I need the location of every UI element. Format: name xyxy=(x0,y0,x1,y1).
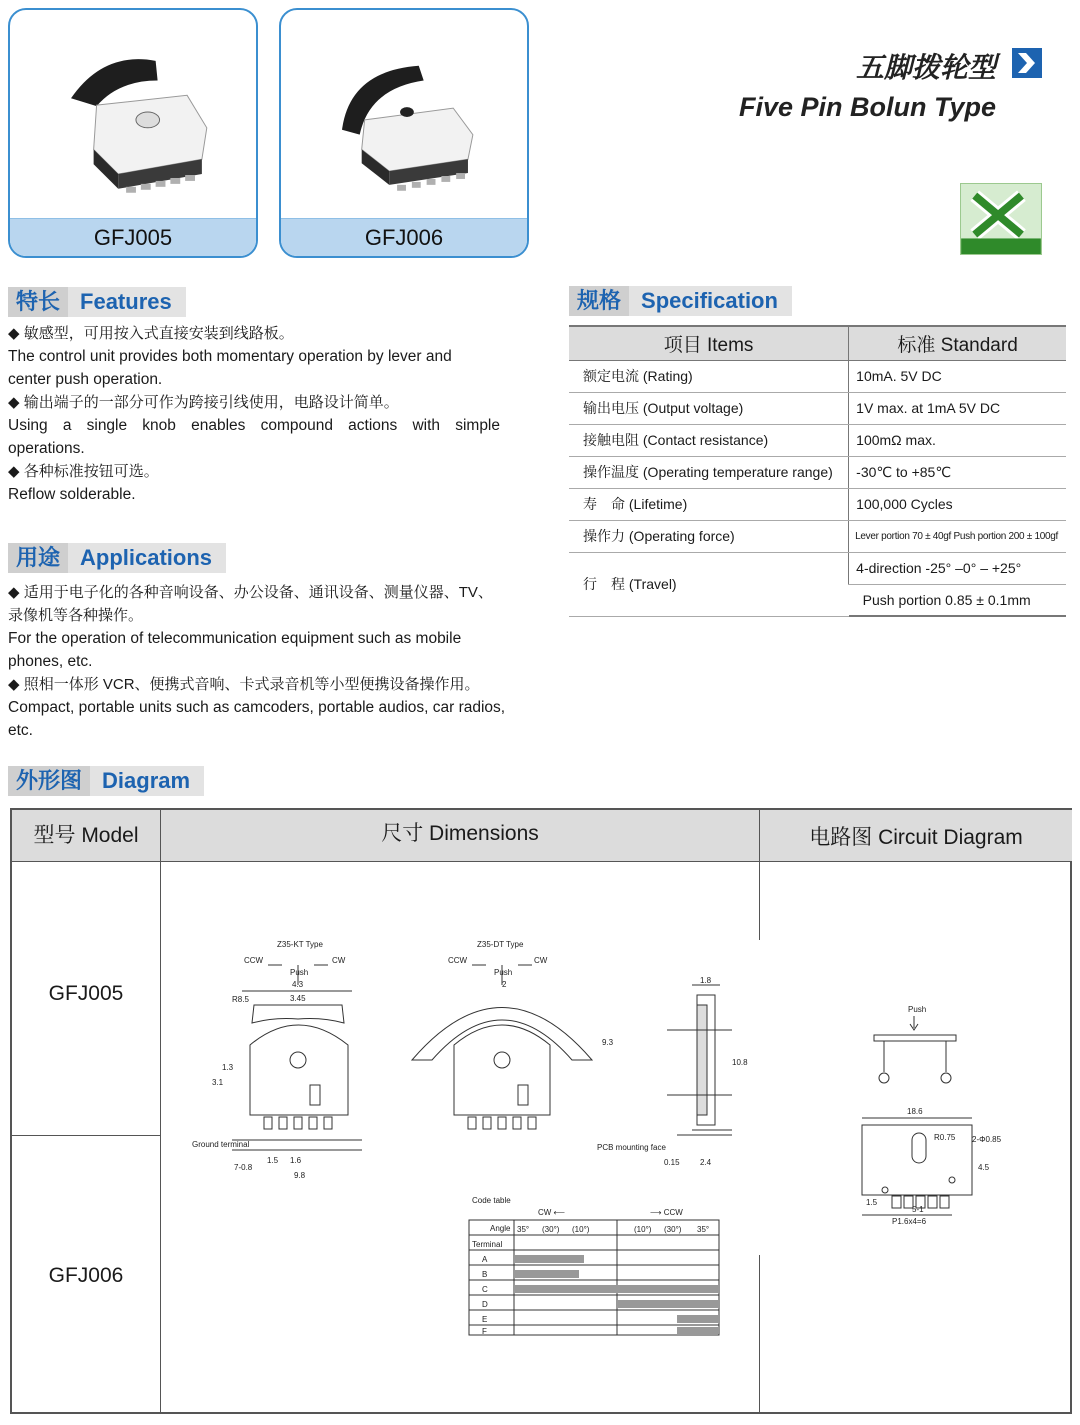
table-row xyxy=(569,360,1066,392)
features-line: Reflow solderable. xyxy=(8,486,136,503)
spec-item: 接触电阻 (Contact resistance) xyxy=(569,424,849,456)
applications-line: ◆ 照相一体形 VCR、便携式音响、卡式录音机等小型便携设备操作用。 xyxy=(8,676,480,693)
terminal-id: E xyxy=(482,1315,488,1324)
dimension-value: 2 xyxy=(502,980,507,989)
dimension-value: 10.8 xyxy=(732,1058,748,1067)
angle-label: Angle xyxy=(490,1224,511,1233)
column-header-circuit: 电路图 Circuit Diagram xyxy=(760,810,1072,862)
features-header-cn: 特长 xyxy=(8,287,68,317)
specification-header-cn: 规格 xyxy=(569,286,629,316)
spec-item: 操作温度 (Operating temperature range) xyxy=(569,456,849,488)
applications-header-cn: 用途 xyxy=(8,543,68,573)
dimension-value: 1.5 xyxy=(267,1156,279,1165)
diagram-header-cn: 外形图 xyxy=(8,766,90,796)
spec-value: 4-direction -25° –0° – +25° xyxy=(849,552,1066,584)
dimension-value: 9.8 xyxy=(294,1171,306,1180)
features-line: ◆ 输出端子的一部分可作为跨接引线使用，电路设计简单。 xyxy=(8,394,399,411)
table-row xyxy=(569,552,1066,584)
dt-type-label: Z35-DT Type xyxy=(477,940,524,949)
spec-value: 10mA. 5V DC xyxy=(849,360,1066,392)
dimension-value: 4.3 xyxy=(292,980,304,989)
angle-value: (10°) xyxy=(572,1225,590,1234)
push-label: Push xyxy=(908,1005,927,1014)
features-line: ◆ 各种标准按钮可选。 xyxy=(8,463,159,480)
dimension-value: 3.45 xyxy=(290,994,306,1003)
cw-label: CW xyxy=(534,956,548,965)
spec-value: 1V max. at 1mA 5V DC xyxy=(849,392,1066,424)
features-line: center push operation. xyxy=(8,371,163,388)
table-header-row xyxy=(569,326,1066,360)
cw-arrow-label: CW ⟵ xyxy=(538,1208,566,1217)
applications-line: For the operation of telecommunication equipment such as mobile xyxy=(8,630,462,647)
terminal-id: A xyxy=(482,1255,488,1264)
spec-item: 输出电压 (Output voltage) xyxy=(569,392,849,424)
ccw-label: CCW xyxy=(448,956,468,965)
code-table-label: Code table xyxy=(472,1196,511,1205)
model-name: GFJ005 xyxy=(48,982,124,1005)
dimension-value: 1.3 xyxy=(222,1063,234,1072)
product-photo-gfj005 xyxy=(10,10,256,220)
cw-label: CW xyxy=(332,956,346,965)
ccw-arrow-label: ⟶ CCW xyxy=(650,1208,683,1217)
spec-item: 操作力 (Operating force) xyxy=(569,520,849,552)
column-header-items: 项目 Items xyxy=(569,326,849,360)
column-header-standard: 标准 Standard xyxy=(849,326,1066,360)
terminal-id: B xyxy=(482,1270,488,1279)
applications-header xyxy=(8,543,226,573)
kt-type-label: Z35-KT Type xyxy=(277,940,323,949)
applications-line: etc. xyxy=(8,722,33,739)
product-name: GFJ006 xyxy=(281,218,527,256)
table-row xyxy=(569,456,1066,488)
angle-value: (10°) xyxy=(634,1225,652,1234)
column-header-model: 型号 Model xyxy=(12,810,160,862)
chevron-right-icon xyxy=(1012,48,1042,78)
table-row xyxy=(569,520,1066,552)
diagram-header-en: Diagram xyxy=(102,768,191,793)
angle-value: (30°) xyxy=(542,1225,560,1234)
spec-value: Push portion 0.85 ± 0.1mm xyxy=(849,584,1066,616)
applications-line: ◆ 适用于电子化的各种音响设备、办公设备、通讯设备、测量仪器、TV、 xyxy=(8,584,493,601)
table-row xyxy=(569,424,1066,456)
applications-line: Compact, portable units such as camcoders, portable audios, car radios, xyxy=(8,699,506,716)
ccw-label: CCW xyxy=(244,956,264,965)
page-title-cn: 五脚拨轮型 xyxy=(855,52,996,83)
dimension-value: 3.1 xyxy=(212,1078,224,1087)
rohs-certification-icon xyxy=(960,183,1042,255)
dimension-value: 0.15 xyxy=(664,1158,680,1167)
column-divider xyxy=(759,1255,760,1412)
features-header xyxy=(8,287,186,317)
diagram-header xyxy=(8,766,204,796)
applications-line: 录像机等各种操作。 xyxy=(8,607,144,624)
spec-item: 寿 命 (Lifetime) xyxy=(569,488,849,520)
dimension-value: 5-1 xyxy=(912,1205,924,1214)
product-card-gfj005 xyxy=(8,8,258,258)
terminal-id: C xyxy=(482,1285,488,1294)
column-divider xyxy=(160,810,161,1412)
specification-table xyxy=(569,325,1066,617)
dimension-value: P1.6x4=6 xyxy=(892,1217,927,1225)
features-line: ◆ 敏感型，可用按入式直接安装到线路板。 xyxy=(8,325,294,342)
spec-value: 100mΩ max. xyxy=(849,424,1066,456)
terminal-label: Terminal xyxy=(472,1240,503,1249)
ground-terminal-label: Ground terminal xyxy=(192,1140,250,1149)
dimension-value: 1.8 xyxy=(700,976,712,985)
spec-value: 100,000 Cycles xyxy=(849,488,1066,520)
row-divider xyxy=(12,1135,160,1136)
dimension-value: 2-Φ0.85 xyxy=(972,1135,1002,1144)
features-text xyxy=(8,322,533,506)
dimension-value: 2.4 xyxy=(700,1158,712,1167)
spec-item: 行 程 (Travel) xyxy=(569,552,849,616)
table-row xyxy=(569,392,1066,424)
features-header-en: Features xyxy=(80,289,172,314)
column-header-dimensions: 尺寸 Dimensions xyxy=(161,810,759,862)
applications-text xyxy=(8,581,533,742)
dimension-value: 9.3 xyxy=(602,1038,614,1047)
applications-header-en: Applications xyxy=(80,545,213,570)
features-line: The control unit provides both momentary operation by lever and xyxy=(8,348,452,365)
push-label: Push xyxy=(494,968,513,977)
push-label: Push xyxy=(290,968,309,977)
spec-value: -30℃ to +85℃ xyxy=(849,456,1066,488)
dimension-value: 7-0.8 xyxy=(234,1163,253,1172)
angle-value: 35° xyxy=(697,1225,710,1234)
product-card-gfj006 xyxy=(279,8,529,258)
specification-header-en: Specification xyxy=(641,288,778,313)
dimension-value: 1.5 xyxy=(866,1198,878,1207)
product-name: GFJ005 xyxy=(10,218,256,256)
table-row xyxy=(569,488,1066,520)
angle-value: (30°) xyxy=(664,1225,682,1234)
dimension-value: R8.5 xyxy=(232,995,249,1004)
dimension-drawing xyxy=(172,935,752,1345)
dimension-value: 18.6 xyxy=(907,1107,923,1116)
page-title-en: Five Pin Bolun Type xyxy=(738,92,996,122)
angle-value: 35° xyxy=(517,1225,530,1234)
dimension-value: R0.75 xyxy=(934,1133,956,1142)
dimension-value: 4.5 xyxy=(978,1163,990,1172)
features-line: operations. xyxy=(8,440,85,457)
pcb-face-label: PCB mounting face xyxy=(597,1143,666,1152)
specification-header xyxy=(569,286,792,316)
terminal-id: D xyxy=(482,1300,488,1309)
spec-value: Lever portion 70 ± 40gf Push portion 200 ± 100gf xyxy=(849,520,1066,552)
terminal-id: F xyxy=(482,1327,487,1336)
column-divider xyxy=(759,810,760,940)
dimension-value: 1.6 xyxy=(290,1156,302,1165)
model-name: GFJ006 xyxy=(48,1264,124,1287)
diagram-table xyxy=(10,808,1072,1414)
circuit-diagram xyxy=(822,1000,1022,1225)
product-photo-gfj006 xyxy=(281,10,527,220)
features-line: Using a single knob enables compound actions with simple xyxy=(8,417,500,434)
applications-line: phones, etc. xyxy=(8,653,93,670)
spec-item: 额定电流 (Rating) xyxy=(569,360,849,392)
